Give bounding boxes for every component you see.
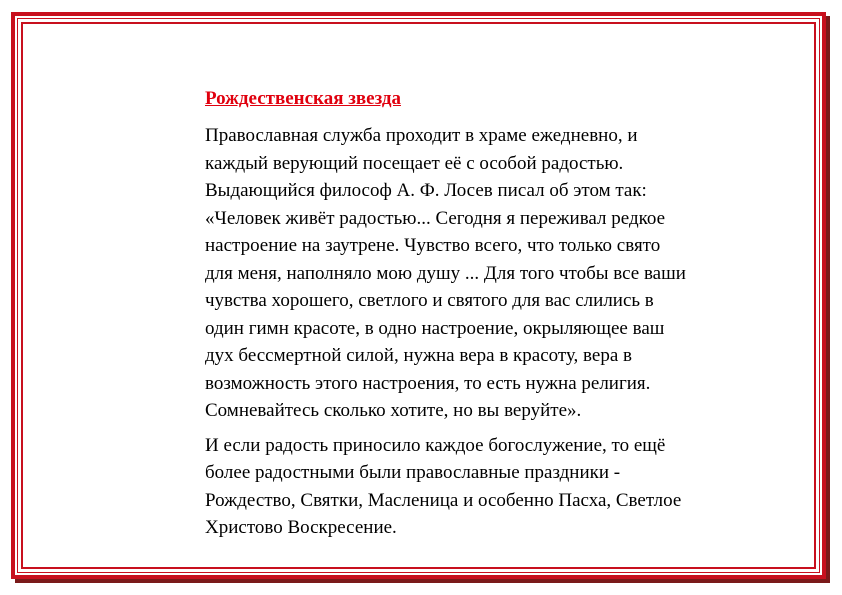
paragraph-line: дух бессмертной силой, нужна вера в красоту, вера в [205, 345, 632, 366]
text-content [205, 86, 735, 549]
paragraph-line: И если радость приносило каждое богослужение, то ещё [205, 434, 666, 456]
paragraph-line: «Человек живёт радостью... Сегодня я переживал редкое [205, 207, 666, 229]
paragraph-line: чувства хорошего, светлого и святого для вас слились в [205, 290, 654, 311]
paragraph-2 [205, 432, 735, 542]
frame-shadow-right [826, 16, 830, 583]
paragraph-line: для меня, наполняло мою душу ... Для того чтобы все ваши [205, 262, 686, 284]
paragraph-1 [205, 122, 735, 425]
paragraph-line: каждый верующий посещает её с особой радостью. [205, 152, 624, 174]
paragraph-line: возможность этого настроения, то есть нужна религия. [205, 372, 651, 394]
paragraph-line: Сомневайтесь сколько хотите, но вы веруйте». [205, 400, 582, 421]
paragraph-line: более радостными были православные праздники - [205, 462, 621, 483]
paragraph-line: Рождество, Святки, Масленица и особенно Пасха, Светлое [205, 489, 682, 511]
frame-shadow-bottom [15, 579, 830, 583]
paragraph-line: один гимн красоте, в одно настроение, окрыляющее ваш [205, 317, 665, 339]
document-title: Рождественская звезда [205, 88, 401, 109]
paragraph-line: настроение на заутрене. Чувство всего, что только свято [205, 235, 661, 256]
paragraph-line: Православная служба проходит в храме ежедневно, и [205, 125, 638, 146]
paragraph-line: Христово Воскресение. [205, 517, 397, 538]
paragraph-line: Выдающийся философ А. Ф. Лосев писал об этом так: [205, 180, 647, 201]
